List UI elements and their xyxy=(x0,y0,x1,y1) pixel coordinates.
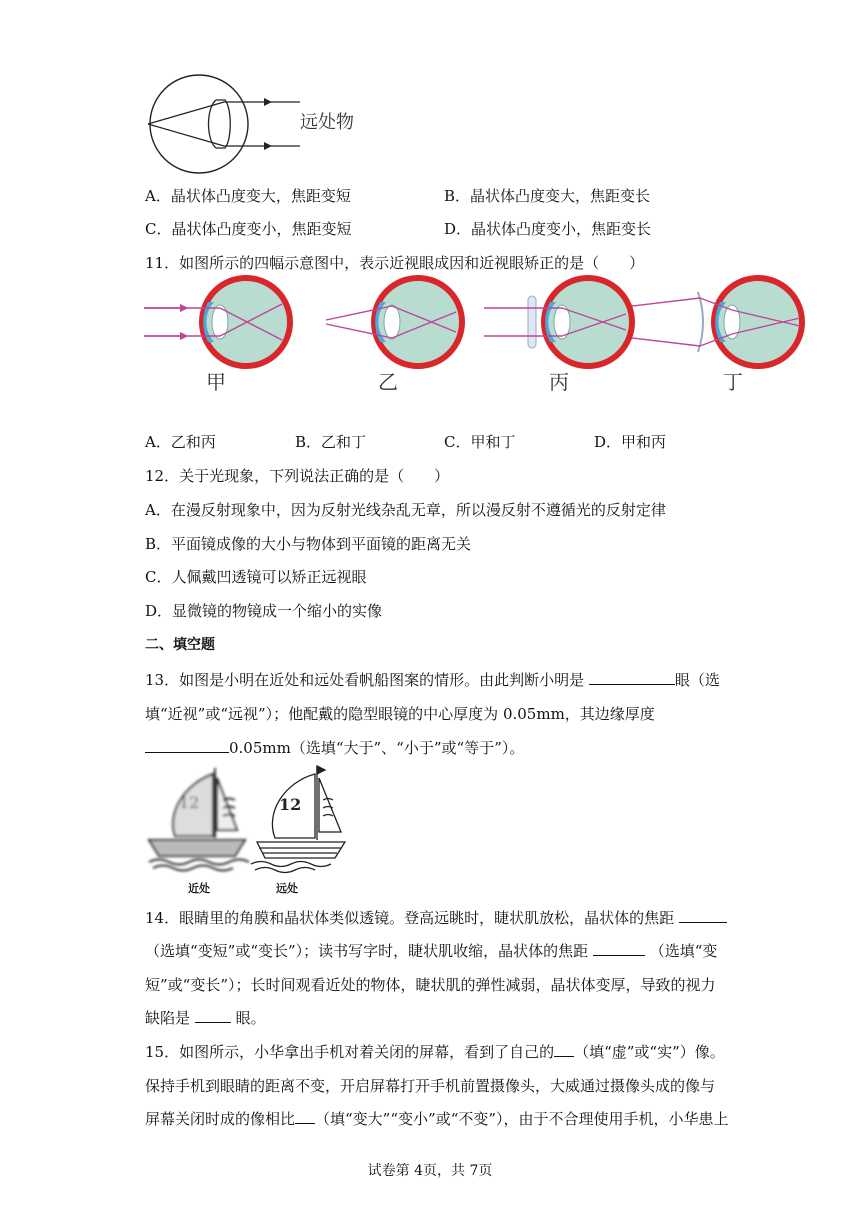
q13-label-far: 远处 xyxy=(276,882,298,895)
q14-line3: 短”或“变长”）；长时间观看近处的物体，睫状肌的弹性减弱，晶状体变厚，导致的视力 xyxy=(145,976,716,994)
q15-text-a: 15．如图所示，小华拿出手机对着关闭的屏幕，看到了自己的 xyxy=(145,1043,555,1061)
q15-text-b: （填“虚”或“实”）像。 xyxy=(574,1043,725,1061)
q13-blank-1[interactable] xyxy=(589,670,675,685)
q14-blank-1[interactable] xyxy=(679,908,727,923)
q13-text-a: 13．如图是小明在近处和远处看帆船图案的情形。由此判断小明是 xyxy=(145,671,585,689)
q12-option-a: A．在漫反射现象中，因为反射光线杂乱无章，所以漫反射不遵循光的反射定律 xyxy=(145,501,666,519)
sailboat-near xyxy=(149,768,249,871)
eye-yi xyxy=(326,278,462,366)
q11-option-a: A．乙和丙 xyxy=(145,433,216,451)
eye-bing xyxy=(484,278,632,366)
q14-line1 xyxy=(145,908,727,928)
caption-ding: 丁 xyxy=(723,370,743,394)
page-footer: 试卷第 4页，共 7页 xyxy=(367,1163,493,1179)
q14-text-e: 眼。 xyxy=(235,1009,266,1027)
q10-option-a: A．晶状体凸度变大，焦距变短 xyxy=(145,187,351,205)
q15-line3 xyxy=(145,1109,729,1129)
q10-figure-label: 远处物 xyxy=(300,112,354,133)
svg-text:12: 12 xyxy=(279,795,302,814)
q13-sailboat-figure xyxy=(145,764,345,876)
q11-option-b: B．乙和丁 xyxy=(295,433,367,451)
q14-line4 xyxy=(145,1008,266,1028)
q11-option-d: D．甲和丙 xyxy=(594,433,667,451)
caption-yi: 乙 xyxy=(378,370,398,394)
q13-line1 xyxy=(145,670,720,690)
q15-blank-2[interactable] xyxy=(295,1109,315,1124)
q14-text-d: 缺陷是 xyxy=(145,1009,191,1027)
q15-text-d: （填“变大”“变小”或“不变”），由于不合理使用手机，小华患上 xyxy=(315,1110,729,1128)
q11-eye-diagrams xyxy=(140,276,800,396)
caption-jia: 甲 xyxy=(206,370,226,394)
q14-text-b: （选填“变短”或“变长”）；读书写字时，睫状肌收缩，晶状体的焦距 xyxy=(145,942,589,960)
q11-option-c: C．甲和丁 xyxy=(444,433,516,451)
q15-blank-1[interactable] xyxy=(554,1042,574,1057)
caption-bing: 丙 xyxy=(549,370,569,394)
q14-blank-2[interactable] xyxy=(593,941,645,956)
q14-text-a: 14．眼睛里的角膜和晶状体类似透镜。登高远眺时，睫状肌放松，晶状体的焦距 xyxy=(145,909,675,927)
eye-jia xyxy=(144,278,290,366)
q13-text-b: 眼（选 xyxy=(674,671,720,689)
q11-stem: 11．如图所示的四幅示意图中，表示近视眼成因和近视眼矫正的是（ ） xyxy=(145,254,645,272)
q12-option-d: D．显微镜的物镜成一个缩小的实像 xyxy=(145,602,383,620)
q15-line2: 保持手机到眼睛的距离不变，开启屏幕打开手机前置摄像头，大威通过摄像头成的像与 xyxy=(145,1077,716,1095)
q15-text-c: 屏幕关闭时成的像相比 xyxy=(145,1110,296,1128)
q14-text-c: （选填“变 xyxy=(649,942,718,960)
q14-blank-3[interactable] xyxy=(195,1008,231,1023)
q10-eye-diagram xyxy=(140,74,320,174)
q15-line1 xyxy=(145,1042,725,1062)
q12-option-b: B．平面镜成像的大小与物体到平面镜的距离无关 xyxy=(145,535,472,553)
q12-stem: 12．关于光现象，下列说法正确的是（ ） xyxy=(145,467,450,485)
q12-option-c: C．人佩戴凹透镜可以矫正远视眼 xyxy=(145,568,367,586)
q13-blank-2[interactable] xyxy=(145,738,229,753)
q13-line3 xyxy=(145,738,524,758)
q13-label-near: 近处 xyxy=(188,882,210,895)
q13-line2: 填“近视”或“远视”）；他配戴的隐型眼镜的中心厚度为 0.05mm，其边缘厚度 xyxy=(145,705,655,723)
section-title: 二、填空题 xyxy=(145,637,215,653)
q14-line2 xyxy=(145,941,717,961)
q10-option-b: B．晶状体凸度变大，焦距变长 xyxy=(444,187,651,205)
q10-option-d: D．晶状体凸度变小，焦距变长 xyxy=(444,220,652,238)
q13-text-c: 0.05mm（选填“大于”、“小于”或“等于”）。 xyxy=(229,739,525,757)
sailboat-far xyxy=(251,766,345,873)
eye-ding xyxy=(632,278,802,366)
q10-option-c: C．晶状体凸度变小，焦距变短 xyxy=(145,220,352,238)
svg-text:12: 12 xyxy=(179,793,200,812)
